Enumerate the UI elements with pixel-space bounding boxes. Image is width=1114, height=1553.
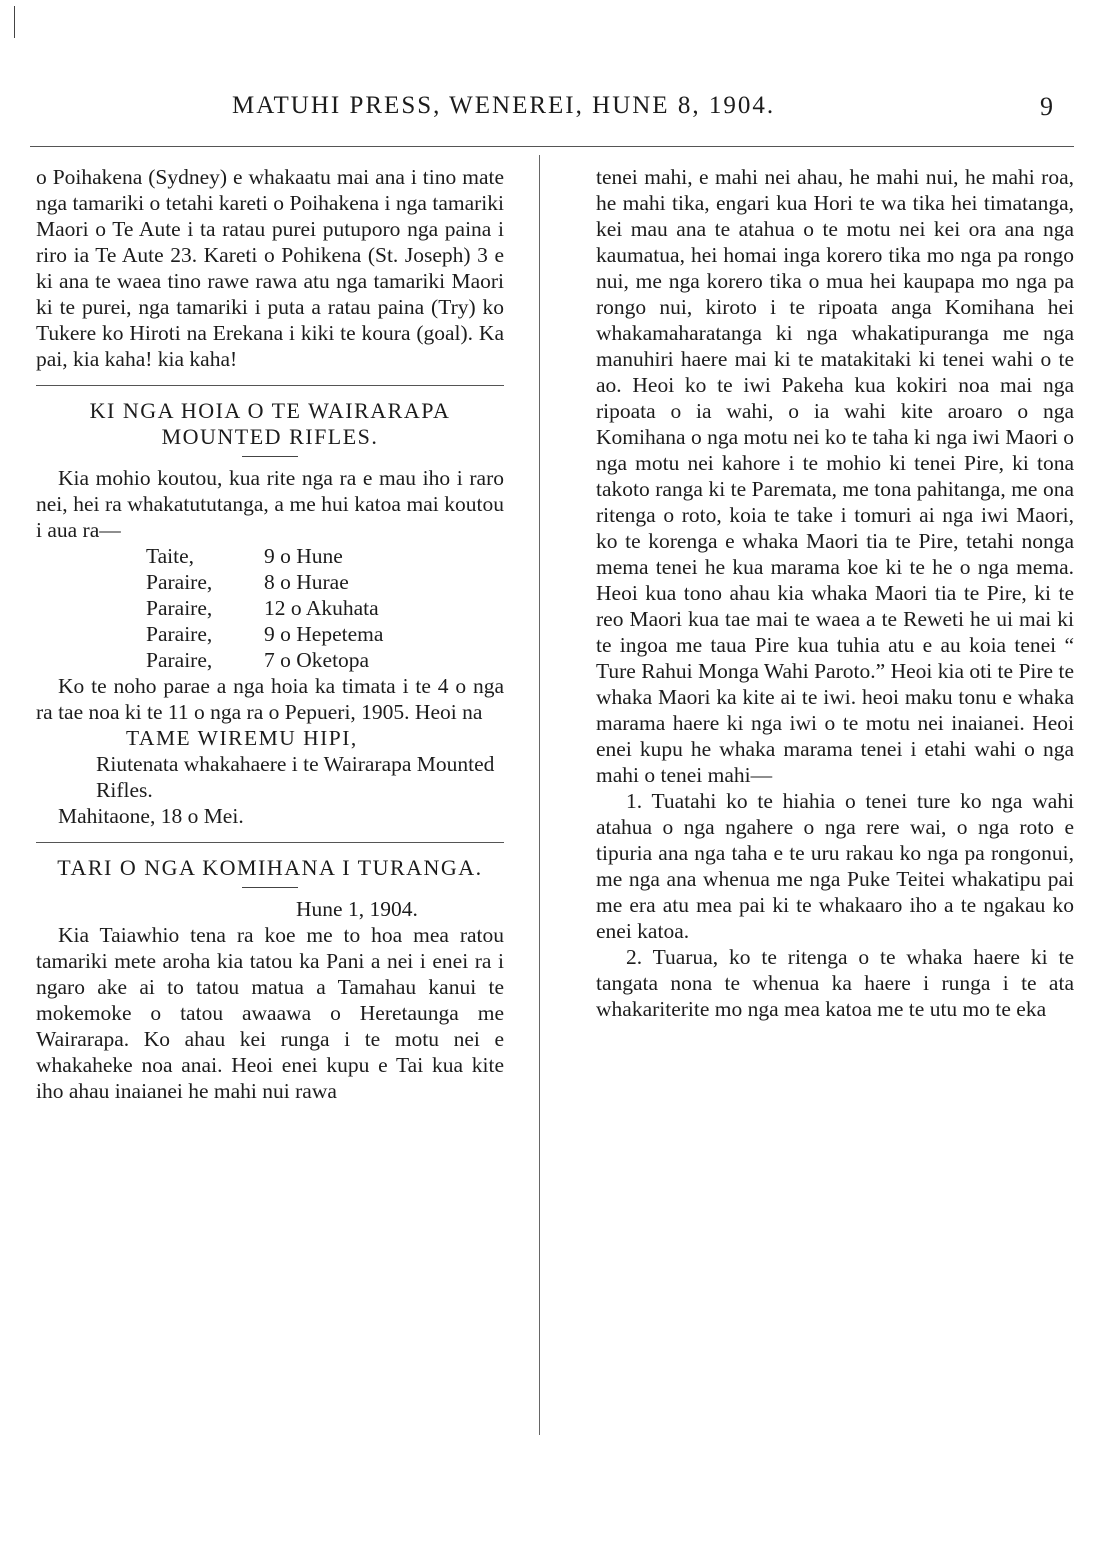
intro-paragraph: o Poihakena (Sydney) e whakaatu mai ana i tino mate nga tamariki o tetahi kareti o Poihakena i nga tamariki Maori o Te Aute i ta ratau purei putuporo nga paina i riro ia Te Aute 23. Kareti o Pohikena (St. Joseph) 3 e ki ana te waea tino rawe rawa atu nga tamariki Maori ki te purei, nga tamariki i puta a ratau paina (Try) ko Tukere ko Hiroti na Erekana i kiki te koura (goal). Ka pai, kia kaha! kia kaha!	[36, 165, 504, 371]
page-number: 9	[1040, 92, 1053, 121]
letter-date: Hune 1, 1904.	[296, 897, 418, 921]
date-day: Paraire,	[146, 622, 213, 646]
letter-continued-paragraph: tenei mahi, e mahi nei ahau, he mahi nui, he mahi roa, he mahi tika, engari kua Hori te wa tika hei timatanga, kei mau ana te atahua o te motu nei kei ora ana nga kaumatua, hei homai inga korero tika mo nga pa rongo nui, me nga korero tika o mua hei kaupapa mo nga pa rongo nui, kiroto i te ripoata anga Komihana hei whakamaharatanga ki nga whakatipuranga me nga manuhiri haere mai ki te matakitaki ki tenei wahi o te ao. Heoi ko te iwi Pakeha kua kokiri noa mai nga ripoata o ia wahi, o ia wahi kite aroaro o nga Komihana o nga motu nei ko te taha ki nga iwi Maori o nga motu nei kahore i te mohio ki tenei Pire, ki tona takoto ranga ki te Paremata, me tona pahitanga, me ona ritenga o roto, koia te take i tomuri ai nga iwi Maori, ko te korenga e whaka Maori tia te Pire, tetahi nonga mema tenei he kua marama koe ki te he o nga mema. Heoi kua tono ahau kia whaka Maori tia te Pire, ki te reo Maori kua tae mai te waea a te Reweti he ui mai ki te ingoa me taua Pire kua tuhia atu e au koia tenei “ Ture Rahui Monga Wahi Paroto.” Heoi kia oti te Pire te whaka Maori ka kite ai te iwi. heoi maku tonu e whaka marama haere ki nga iwi o te motu nei inaianei. Heoi enei kupu he whaka marama tenei i etahi wahi o nga mahi o tenei mahi—	[596, 165, 1074, 787]
right-column	[596, 164, 1074, 1022]
numbered-item-2: 2. Tuarua, ko te ritenga o te whaka haere ki te tangata nona te whenua ka haere i runga i te ata whakariterite mo nga mea katoa me te utu mo te eka	[596, 945, 1074, 1021]
signer-name: TAME WIREMU HIPI,	[126, 726, 358, 750]
date-day: Paraire,	[146, 596, 213, 620]
list-item	[36, 569, 504, 595]
section-heading-komihana: TARI O NGA KOMIHANA I TURANGA.	[57, 855, 483, 880]
section-divider	[36, 385, 504, 386]
column-rule	[539, 155, 540, 1435]
header-rule	[30, 146, 1074, 147]
short-divider	[242, 887, 298, 888]
date-day: Taite,	[146, 544, 195, 568]
left-column	[36, 164, 504, 1104]
date-day: Paraire,	[146, 570, 213, 594]
short-divider	[242, 456, 298, 457]
page-header	[0, 92, 1114, 128]
date-value: 12 o Akuhata	[264, 596, 379, 620]
parade-dates-list	[36, 543, 504, 673]
list-item	[36, 647, 504, 673]
date-value: 8 o Hurae	[264, 570, 349, 594]
rifles-notice-paragraph: Kia mohio koutou, kua rite nga ra e mau iho i raro nei, hei ra whakatututanga, a me hui katoa mai koutou i aua ra—	[36, 466, 504, 542]
date-value: 9 o Hepetema	[264, 622, 384, 646]
date-value: 7 o Oketopa	[264, 648, 370, 672]
signer-title: Riutenata whakahaere i te Wairarapa Mounted Rifles.	[96, 752, 495, 802]
section-heading-rifles: KI NGA HOIA O TE WAIRARAPA MOUNTED RIFLES.	[89, 398, 451, 449]
list-item	[36, 595, 504, 621]
date-value: 9 o Hune	[264, 544, 343, 568]
camp-notice-paragraph: Ko te noho parae a nga hoia ka timata i te 4 o nga ra tae noa ki te 11 o nga ra o Pepueri, 1905. Heoi na	[36, 674, 504, 724]
running-head: MATUHI PRESS, WENEREI, HUNE 8, 1904.	[232, 92, 776, 119]
date-day: Paraire,	[146, 648, 213, 672]
edge-mark	[14, 6, 15, 38]
numbered-item-1: 1. Tuatahi ko te hiahia o tenei ture ko nga wahi atahua o nga ngahere o nga rere wai, o nga roto e tipuria ana nga taha e te uru rakau ko nga pa rongonui, me nga ana whenua me nga Puke Teitei whakatipu pai me era atu mea pai ki te whakaaro iho a te ngakau ko enei katoa.	[596, 789, 1074, 943]
place-date: Mahitaone, 18 o Mei.	[58, 804, 244, 828]
section-divider	[36, 842, 504, 843]
list-item	[36, 543, 504, 569]
list-item	[36, 621, 504, 647]
letter-paragraph: Kia Taiawhio tena ra koe me to hoa mea ratou tamariki mete aroha kia tatou ka Pani a nei i enei ra i ngaro ake ai to tatou matua a Tamahau kanui te mokemoke o tatou awaawa o Heretaunga me Wairarapa. Ko ahau kei runga i te motu nei e whakaheke noa anai. Heoi enei kupu e Tai kua kite iho ahau inaianei he mahi nui rawa	[36, 923, 504, 1103]
